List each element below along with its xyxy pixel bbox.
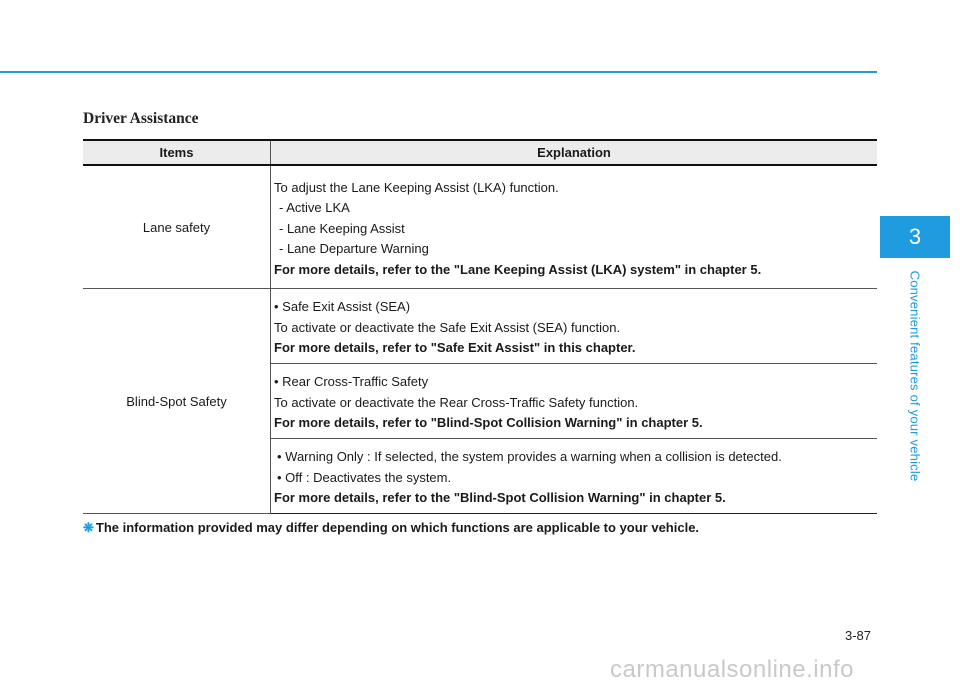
explanation-rear-cross-traffic [271,364,878,439]
reference-note: For more details, refer to "Blind-Spot Collision Warning" in chapter 5. [274,415,703,431]
footnote [83,520,699,536]
footnote-text: The information provided may differ depending on which functions are applicable to your vehicle. [95,520,700,535]
explanation-line: • Warning Only : If selected, the system provides a warning when a collision is detected. [277,449,782,465]
explanation-safe-exit-assist [271,289,878,364]
reference-note: For more details, refer to the "Blind-Spot Collision Warning" in chapter 5. [274,490,726,506]
explanation-line: - Lane Departure Warning [279,241,429,257]
section-title: Driver Assistance [83,110,199,127]
reference-note: For more details, refer to the "Lane Keeping Assist (LKA) system" in chapter 5. [274,261,762,277]
explanation-line: • Off : Deactivates the system. [277,469,452,485]
header-explanation: Explanation [271,140,878,165]
reference-note: For more details, refer to "Safe Exit Assist" in this chapter. [274,340,636,356]
asterisk-icon: ❋ [83,520,94,535]
item-blind-spot-safety: Blind-Spot Safety [83,289,271,514]
explanation-line: - Active LKA [279,200,350,216]
chapter-tab: 3 [880,216,950,258]
explanation-line: • Safe Exit Assist (SEA) [274,299,411,315]
watermark: carmanualsonline.info [610,656,854,683]
table-row [83,289,877,364]
explanation-line: To activate or deactivate the Safe Exit Assist (SEA) function. [274,319,621,335]
driver-assistance-table [83,139,877,514]
explanation-line: - Lane Keeping Assist [279,220,405,236]
chapter-tab-label: Convenient features of your vehicle [907,270,923,482]
header-items: Items [83,140,271,165]
item-lane-safety: Lane safety [83,165,271,289]
explanation-warning-options [271,439,878,514]
table-row [83,165,877,289]
explanation-line: To adjust the Lane Keeping Assist (LKA) function. [274,179,559,195]
explanation-line: To activate or deactivate the Rear Cross-Traffic Safety function. [274,394,639,410]
top-rule [0,71,877,73]
explanation-line: • Rear Cross-Traffic Safety [274,374,429,390]
table-header-row [83,140,877,165]
explanation-lane-safety [271,165,878,289]
page-number: 3-87 [845,628,872,643]
